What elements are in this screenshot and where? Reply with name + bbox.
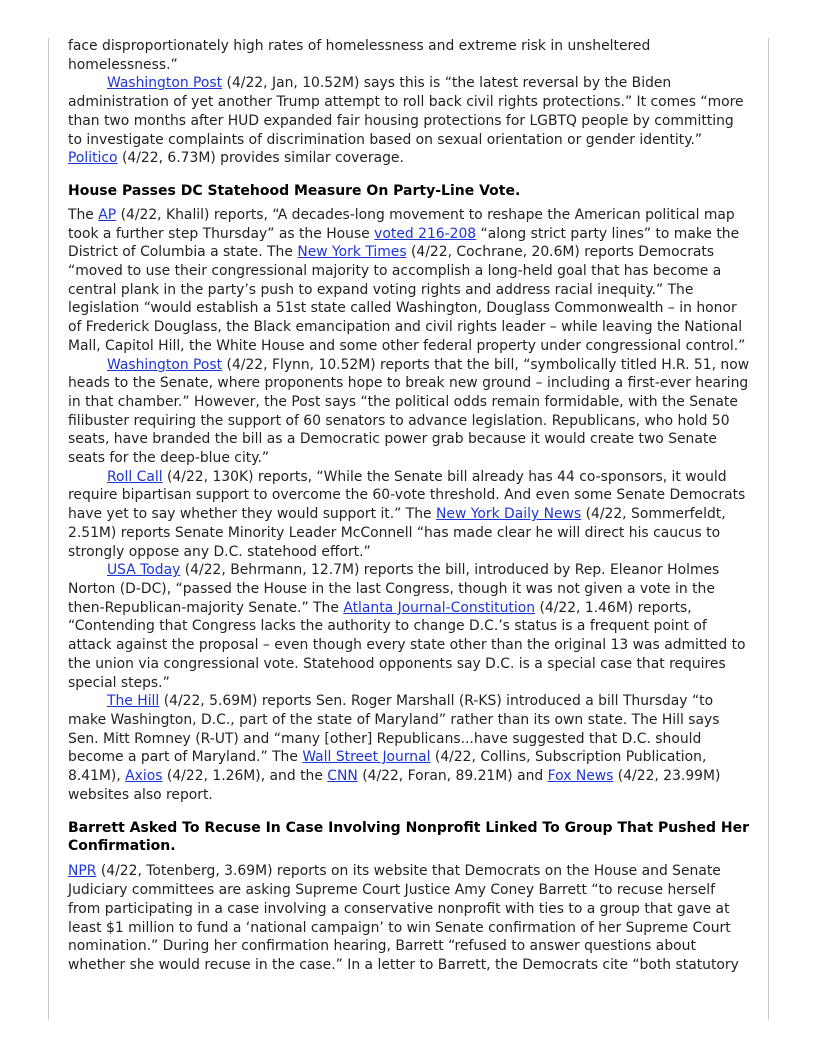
section-heading-barrett-recuse: Barrett Asked To Recuse In Case Involving Nonprofit Linked To Group That Pushed Her Confirmation. [68, 820, 750, 855]
axios-link[interactable]: Axios [125, 768, 163, 785]
paragraph-text: (4/22, Foran, 89.21M) and [357, 768, 548, 785]
washington-post-link[interactable]: Washington Post [107, 356, 223, 373]
politico-link[interactable]: Politico [68, 150, 118, 167]
washington-post-link[interactable]: Washington Post [107, 75, 223, 92]
atlanta-journal-constitution-link[interactable]: Atlanta Journal-Constitution [343, 599, 536, 616]
new-york-times-link[interactable]: New York Times [297, 244, 407, 261]
the-hill-link[interactable]: The Hill [107, 693, 160, 710]
section-heading-dc-statehood: House Passes DC Statehood Measure On Party-Line Vote. [68, 182, 521, 199]
fox-news-link[interactable]: Fox News [547, 768, 614, 785]
paragraph-text: (4/22, 1.26M), and the [162, 768, 328, 785]
npr-link[interactable]: NPR [68, 863, 97, 880]
paragraph-text: (4/22, Cochrane, 20.6M) reports Democrats “moved to use their congressional majority to accomplish a long-held goal that has become a central plank in the party’s push to expand voting rights and address racial inequity.” The legislation “would establish a 51st state called Washington, Douglass Commonwealth – in honor of Frederick Douglass, the Black emancipation and civil rights leader – while leaving the National Mall, Capitol Hill, the White House and some other federal property under congressional control.” [68, 244, 746, 354]
paragraph-text: (4/22, Flynn, 10.52M) reports that the bill, “symbolically titled H.R. 51, now heads to the Senate, where proponents hope to break new ground – including a first-ever hearing in that chamber.” However, the Post says “the political odds remain formidable, with the Senate filibuster requiring the support of 60 senators to advance legislation. Republicans, who hold 50 seats, have branded the bill as a Democratic power grab because it would create two Senate seats for the deep-blue city.” [68, 356, 750, 467]
paragraph [68, 468, 750, 562]
paragraph [68, 561, 750, 692]
paragraph-text: (4/22, 1.46M) reports, “Contending that Congress lacks the authority to change D.C.’s status is a frequent point of attack against the proposal – even though every state other than the original 13 was admitted to the union via congressional vote. Statehood opponents say D.C. is a special case that requires special steps.” [68, 599, 746, 691]
paragraph [68, 74, 750, 168]
paragraph-text: (4/22, Totenberg, 3.69M) reports on its website that Democrats on the House and Senate Judiciary committees are asking Supreme Court Justice Amy Coney Barrett “to recuse herself from participating in a case involving a conservative nonprofit with ties to a group that gave at least $1 million to fund a ‘national campaign’ to win Senate confirmation of her Supreme Court nomination.” During her confirmation hearing, Barrett “refused to answer questions about whether she would recuse in the case.” In a letter to Barrett, the Democrats cite “both statutory [68, 863, 739, 973]
cnn-link[interactable]: CNN [327, 768, 358, 785]
paragraph-text: (4/22, 6.73M) provides similar coverage. [117, 150, 404, 167]
paragraph [68, 37, 750, 74]
voted-216-208-link[interactable]: voted 216-208 [374, 225, 477, 242]
paragraph-text: (4/22, 23.99M) websites also report. [68, 768, 721, 803]
paragraph-text: (4/22, Sommerfeldt, 2.51M) reports Senate Minority Leader McConnell “has made clear he will direct his caucus to strongly oppose any D.C. statehood effort.” [68, 506, 726, 560]
usa-today-link[interactable]: USA Today [107, 562, 181, 579]
paragraph-text: face disproportionately high rates of homelessness and extreme risk in unsheltered homelessness.” [68, 38, 651, 73]
roll-call-link[interactable]: Roll Call [107, 468, 163, 485]
paragraph-text: (4/22, Behrmann, 12.7M) reports the bill, introduced by Rep. Eleanor Holmes Norton (D-DC), “passed the House in the last Congress, though it was not given a vote in the then-Republican-majority Senate.” The [68, 562, 720, 616]
paragraph [68, 206, 750, 356]
paragraph-text: (4/22, 5.69M) reports Sen. Roger Marshall (R-KS) introduced a bill Thursday “to make Washington, D.C., part of the state of Maryland” rather than its own state. The Hill says Sen. Mitt Romney (R-UT) and “many [other] Republicans...have suggested that D.C. should become a part of Maryland.” The [68, 693, 720, 766]
paragraph-text: The [68, 206, 99, 223]
paragraph-text: (4/22, 130K) reports, “While the Senate bill already has 44 co-sponsors, it would require bipartisan support to overcome the 60-vote threshold. And even some Senate Democrats have yet to say whether they would support it.” The [68, 468, 746, 523]
new-york-daily-news-link[interactable]: New York Daily News [436, 506, 582, 523]
wall-street-journal-link[interactable]: Wall Street Journal [302, 749, 431, 766]
right-margin-rule [768, 38, 769, 1020]
left-margin-rule [48, 38, 49, 1020]
document-body [68, 37, 750, 975]
ap-link[interactable]: AP [98, 206, 117, 223]
paragraph-text: (4/22, Jan, 10.52M) says this is “the latest reversal by the Biden administration of yet another Trump attempt to roll back civil rights protections.” It comes “more than two months after HUD expanded fair housing protections for LGBTQ people by committing to investigate complaints of discrimination based on sexual orientation or gender identity.” [68, 75, 744, 148]
paragraph [68, 692, 750, 804]
paragraph [68, 862, 750, 974]
paragraph-text: (4/22, Collins, Subscription Publication, 8.41M), [68, 749, 707, 785]
paragraph-text: (4/22, Khalil) reports, “A decades-long movement to reshape the American political map took a further step Thursday” as the House [68, 206, 735, 242]
paragraph-text: “along strict party lines” to make the District of Columbia a state. The [68, 225, 740, 261]
paragraph [68, 356, 750, 468]
